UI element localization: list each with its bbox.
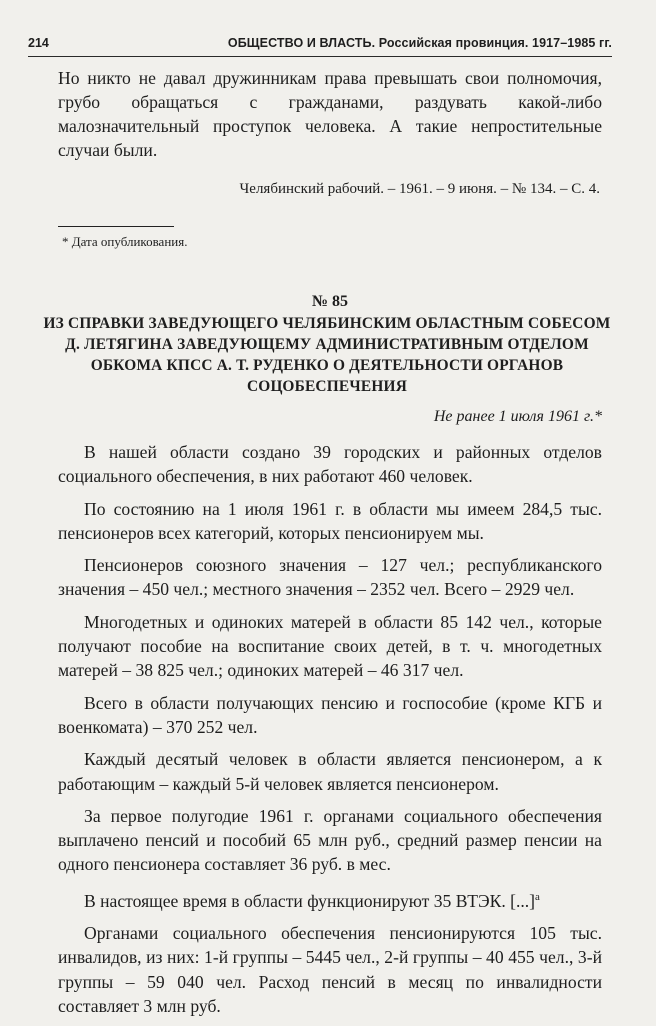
page-header — [28, 36, 612, 57]
paragraph: В нашей области создано 39 городских и районных отделов социального обеспечения, в них работают 460 человек. — [58, 442, 602, 487]
footnote: * Дата опубликования. — [62, 234, 188, 249]
paragraph: За первое полугодие 1961 г. органами социального обеспечения выплачено пенсий и пособий 65 млн руб., средний размер пенсии на одного пенсионера составляет 36 руб. в мес. — [58, 805, 602, 875]
source-citation: Челябинский рабочий. – 1961. – 9 июня. – № 134. – С. 4. — [239, 181, 600, 197]
note-marker: а — [535, 890, 540, 903]
page-number: 214 — [28, 36, 49, 50]
paragraph-text: В настоящее время в области функционируют 35 ВТЭК. [...] — [84, 890, 536, 911]
document-date: Не ранее 1 июля 1961 г.* — [433, 408, 602, 425]
document-body — [58, 440, 602, 1026]
paragraph: Органами социального обеспечения пенсионируются 105 тыс. инвалидов, из них: 1-й группы – 5445 чел., 2-й группы – 40 455 чел., 3-й группы – 59 040 чел. Расход пенсий в месяц по инвалидности составляет 3 млн руб. — [58, 922, 602, 1016]
paragraph: Многодетных и одиноких матерей в области 85 142 чел., которые получают пособие на воспитание своих детей, в т. ч. многодетных матерей – 38 825 чел.; одиноких матерей – 46 317 чел. — [58, 611, 602, 681]
paragraph: Пенсионеров союзного значения – 127 чел.; республиканского значения – 450 чел.; местного значения – 2352 чел. Всего – 2929 чел. — [58, 555, 602, 600]
intro-paragraph: Но никто не давал дружинникам права превышать свои полномочия, грубо обращаться с гражданами, раздувать какой-либо малозначительный проступок человека. А такие непростительные случаи были. — [58, 68, 602, 160]
paragraph: Каждый десятый человек в области является пенсионером, а к работающим – каждый 5-й человек является пенсионером. — [58, 749, 602, 794]
document-title: ИЗ СПРАВКИ ЗАВЕДУЮЩЕГО ЧЕЛЯБИНСКИМ ОБЛАСТНЫМ СОБЕСОМ Д. ЛЕТЯГИНА ЗАВЕДУЮЩЕМУ АДМИНИСТРАТИВНЫМ ОТДЕЛОМ ОБКОМА КПСС А. Т. РУДЕНКО О ДЕЯТЕЛЬНОСТИ ОРГАНОВ СОЦОБЕСПЕЧЕНИЯ — [43, 315, 611, 395]
footnote-rule — [58, 226, 174, 227]
paragraph: По состоянию на 1 июля 1961 г. в области мы имеем 284,5 тыс. пенсионеров всех категорий, которых пенсионируем мы. — [58, 498, 602, 543]
paragraph-with-note — [58, 885, 602, 913]
running-title: ОБЩЕСТВО И ВЛАСТЬ. Российская провинция. 1917–1985 гг. — [227, 36, 612, 50]
paragraph: Всего в области получающих пенсию и госпособие (кроме КГБ и военкомата) – 370 252 чел. — [58, 692, 602, 737]
document-number: № 85 — [311, 293, 349, 310]
